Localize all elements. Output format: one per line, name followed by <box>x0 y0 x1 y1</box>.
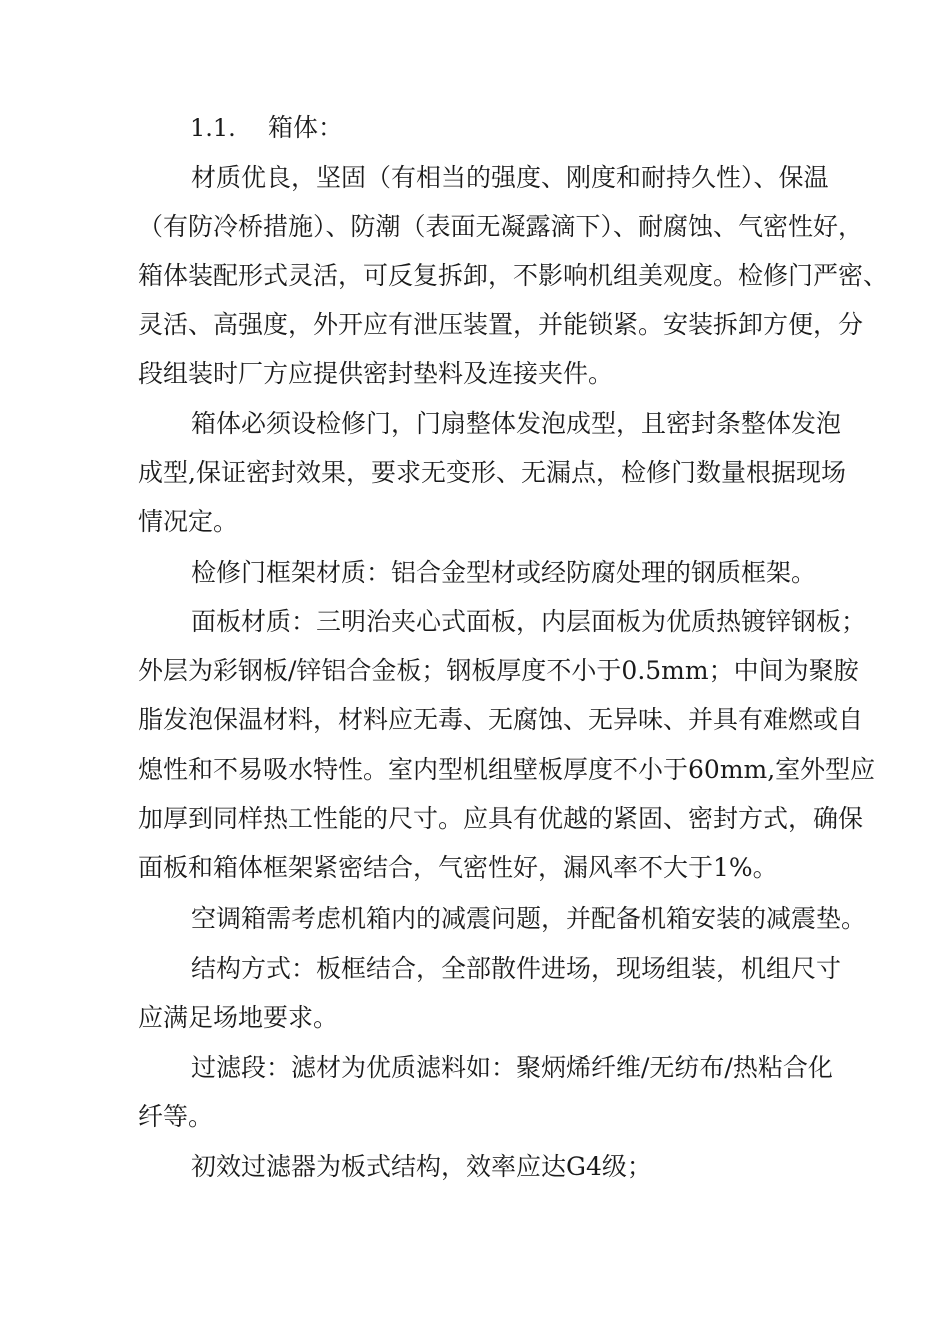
paragraph-line: 应满足场地要求。 <box>138 1003 339 1032</box>
paragraph-line: 纤等。 <box>138 1102 214 1131</box>
paragraph-line: 外层为彩钢板/锌铝合金板；钢板厚度不小于0.5mm；中间为聚胺 <box>138 656 859 685</box>
paragraph-line: 材质优良，坚固（有相当的强度、刚度和耐持久性）、保温 <box>191 163 829 192</box>
paragraph-line: 熄性和不易吸水特性。室内型机组壁板厚度不小于60mm,室外型应 <box>138 755 876 784</box>
paragraph-line: 空调箱需考虑机箱内的减震问题，并配备机箱安装的减震垫。 <box>191 904 867 933</box>
paragraph-line: 箱体必须设检修门，门扇整体发泡成型，且密封条整体发泡 <box>191 409 842 438</box>
paragraph-line: 箱体装配形式灵活，可反复拆卸，不影响机组美观度。检修门严密、 <box>138 261 889 290</box>
paragraph-line: 加厚到同样热工性能的尺寸。应具有优越的紧固、密封方式，确保 <box>138 804 864 833</box>
paragraph-line: 过滤段：滤材为优质滤料如：聚炳烯纤维/无纺布/热粘合化 <box>191 1053 833 1082</box>
section-number: 1.1. <box>190 114 236 142</box>
paragraph-line: 灵活、高强度，外开应有泄压装置，并能锁紧。安装拆卸方便，分 <box>138 310 864 339</box>
paragraph-line: 情况定。 <box>138 507 239 536</box>
section-title: 箱体： <box>268 113 344 142</box>
paragraph-line: 面板和箱体框架紧密结合，气密性好，漏风率不大于1%。 <box>138 853 778 882</box>
paragraph-line: 段组装时厂方应提供密封垫料及连接夹件。 <box>138 359 614 388</box>
paragraph-line: 脂发泡保温材料，材料应无毒、无腐蚀、无异味、并具有难燃或自 <box>138 705 864 734</box>
paragraph-line: 初效过滤器为板式结构，效率应达G4级； <box>191 1152 652 1181</box>
paragraph-line: （有防冷桥措施）、防潮（表面无凝露滴下）、耐腐蚀、气密性好， <box>138 212 864 241</box>
paragraph-line: 结构方式：板框结合，全部散件进场，现场组装，机组尺寸 <box>191 954 842 983</box>
paragraph-line: 面板材质：三明治夹心式面板，内层面板为优质热镀锌钢板； <box>191 607 867 636</box>
paragraph-line: 成型,保证密封效果，要求无变形、无漏点，检修门数量根据现场 <box>138 458 846 487</box>
paragraph-line: 检修门框架材质：铝合金型材或经防腐处理的钢质框架。 <box>191 558 817 587</box>
